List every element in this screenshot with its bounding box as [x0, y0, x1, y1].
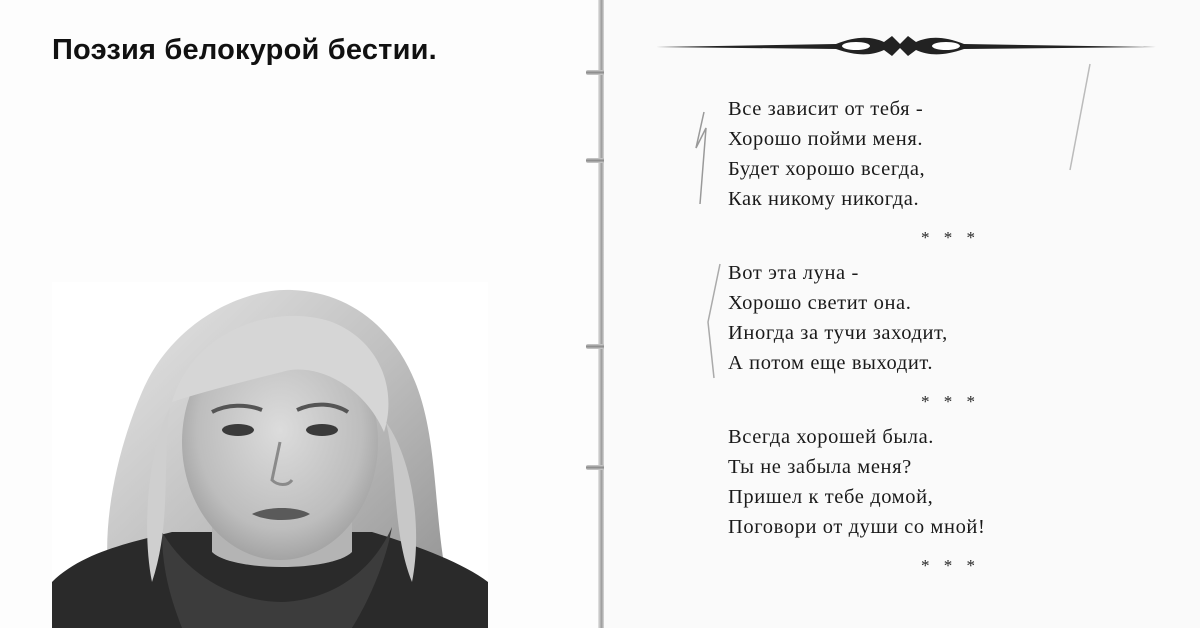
poem-stanza	[728, 258, 985, 422]
decorative-ornament-icon	[656, 30, 1156, 60]
author-portrait-photo	[52, 282, 488, 628]
poem-separator: * * *	[921, 228, 980, 247]
poem-line: Ты не забыла меня?	[728, 456, 912, 478]
poem-separator: * * *	[921, 556, 980, 575]
poem-separator: * * *	[921, 392, 980, 411]
poem-line: Хорошо пойми меня.	[728, 128, 924, 150]
poem-line: А потом еще выходит.	[728, 352, 934, 374]
poem-line: Как никому никогда.	[728, 188, 920, 210]
pencil-mark-icon	[700, 262, 730, 382]
poem-text	[728, 94, 985, 586]
poem-line: Поговори от души со мной!	[728, 516, 986, 538]
poem-line: Всегда хорошей была.	[728, 426, 935, 448]
poem-stanza	[728, 94, 985, 258]
pencil-mark-icon	[690, 108, 720, 208]
poem-line: Хорошо светит она.	[728, 292, 912, 314]
poem-line: Пришел к тебе домой,	[728, 486, 934, 508]
poem-line: Будет хорошо всегда,	[728, 158, 926, 180]
poem-line: Все зависит от тебя -	[728, 98, 924, 120]
pencil-mark-icon	[1050, 60, 1110, 180]
poem-stanza	[728, 422, 985, 586]
poem-line: Вот эта луна -	[728, 262, 859, 284]
page-title: Поэзия белокурой бестии.	[52, 34, 437, 66]
poem-line: Иногда за тучи заходит,	[728, 322, 948, 344]
